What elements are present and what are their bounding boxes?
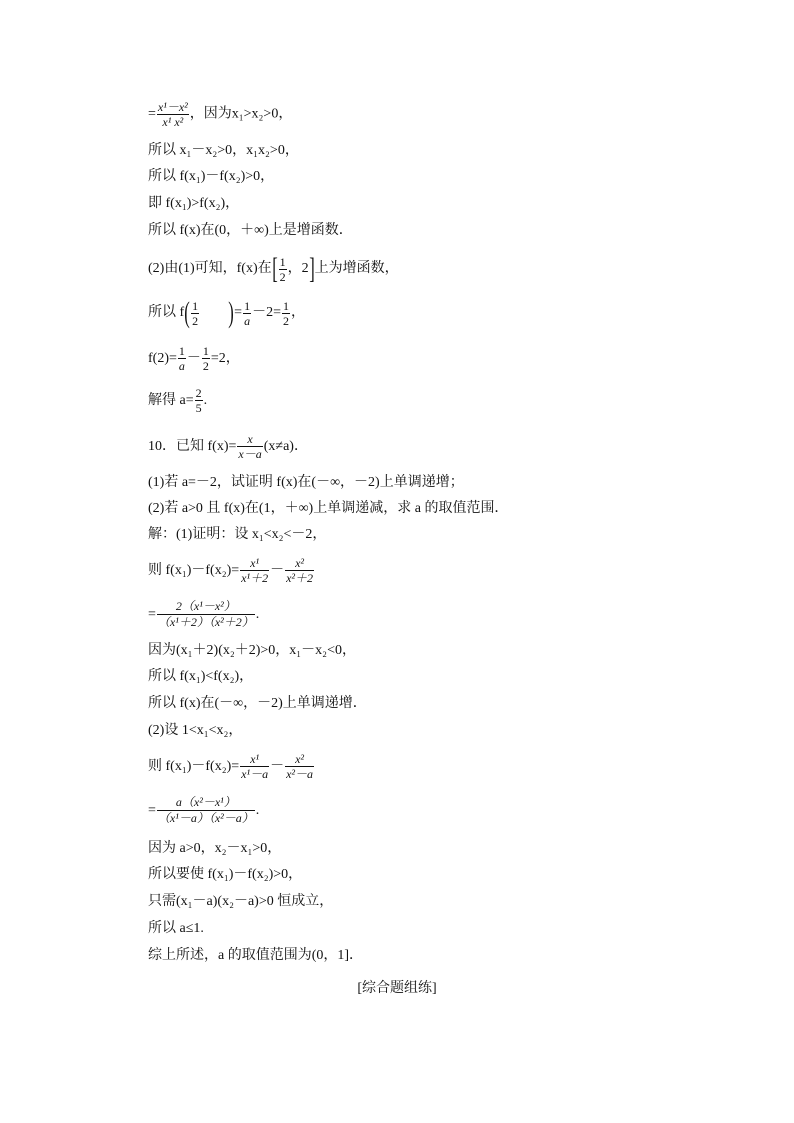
fraction: $\frac{x}{x-a}$ bbox=[238, 432, 262, 462]
left-bracket: [ bbox=[271, 252, 278, 285]
line-5: 所以 f(x)在(0，＋∞)上是增函数． bbox=[148, 223, 353, 238]
line-23: 所以要使 f(x₁)－f(x₂)>0， bbox=[148, 867, 303, 882]
line-4: 即 f(x₁)>f(x₂)， bbox=[148, 196, 240, 211]
line-15: = $\frac{\text{2（x¹－x²）}}{\text{（x¹＋2）（x²＋2）}}$ . bbox=[148, 599, 260, 630]
line-2: 所以 x₁－x₂>0，x₁x₂>0， bbox=[148, 143, 299, 158]
problem-10-title: 10．已知 f(x)= $\frac{x}{x-a}$ (x≠a)． bbox=[148, 432, 308, 462]
fraction: $\frac{1}{2}$ bbox=[282, 298, 289, 328]
line-11: (1)若 a=－2，试证明 f(x)在(－∞，－2)上单调递增； bbox=[148, 475, 464, 490]
line-19: (2)设 1<x₁<x₂， bbox=[148, 723, 243, 738]
line-22: 因为 a>0，x₂－x₁>0， bbox=[148, 841, 282, 856]
fraction: $\frac{2}{5}$ bbox=[195, 386, 202, 416]
line-24: 只需(x₁－a)(x₂－a)>0 恒成立， bbox=[148, 894, 334, 909]
line-9: 解得 a= $\frac{2}{5}$ . bbox=[148, 386, 208, 416]
right-bracket: ] bbox=[308, 252, 315, 285]
line-12: (2)若 a>0 且 f(x)在(1，＋∞)上单调递减，求 a 的取值范围． bbox=[148, 501, 509, 516]
right-paren: ) bbox=[228, 296, 234, 329]
line-25: 所以 a≤1. bbox=[148, 921, 204, 936]
fraction: $\frac{\text{x²}}{\text{x²－a}}$ bbox=[286, 752, 314, 782]
line-1: = $\frac{\text{x¹－x²}}{\text{x¹ x²}}$ ，因为x₁>x₂>0， bbox=[148, 100, 293, 129]
fraction: $\frac{1}{2}$ bbox=[192, 298, 199, 328]
line-18: 所以 f(x)在(－∞，－2)上单调递增． bbox=[148, 696, 367, 711]
fraction: $\frac{\text{a（x²－x¹）}}{\text{（x¹－a）（x²－a）}}$ bbox=[157, 795, 254, 826]
fraction: $\frac{1}{2}$ bbox=[202, 344, 209, 374]
fraction: $\frac{1}{a}$ bbox=[178, 344, 185, 374]
line-16: 因为(x₁＋2)(x₂＋2)>0，x₁－x₂<0， bbox=[148, 643, 356, 658]
line-7: 所以 f( $\frac{1}{2}$ )= $\frac{1}{a}$ －2= $\frac{1}{2}$ ， bbox=[148, 296, 305, 329]
fraction: $\frac{\text{2（x¹－x²）}}{\text{（x¹＋2）（x²＋2）}}$ bbox=[157, 599, 254, 630]
line-14: 则 f(x₁)－f(x₂)= $\frac{\text{x¹}}{\text{x¹＋2}}$ － $\frac{\text{x²}}{\text{x²＋2}}$ bbox=[148, 556, 314, 586]
fraction: $\frac{\text{x¹－x²}}{\text{x¹ x²}}$ bbox=[157, 100, 188, 129]
section-heading: [综合题组练] bbox=[357, 981, 437, 996]
line-6: (2)由(1)可知，f(x)在[ $\frac{1}{2}$ ，2]上为增函数， bbox=[148, 252, 399, 285]
fraction: $\frac{\text{x²}}{\text{x²＋2}}$ bbox=[286, 556, 314, 586]
line-26: 综上所述，a 的取值范围为(0，1]． bbox=[148, 948, 364, 963]
fraction: $\frac{1}{2}$ bbox=[279, 254, 286, 284]
line-17: 所以 f(x₁)<f(x₂)， bbox=[148, 669, 254, 684]
fraction: $\frac{\text{x¹}}{\text{x¹－a}}$ bbox=[241, 752, 269, 782]
left-paren: ( bbox=[184, 296, 190, 329]
fraction: $\frac{\text{x¹}}{\text{x¹＋2}}$ bbox=[241, 556, 269, 586]
line-8: f(2)= $\frac{1}{a}$ － $\frac{1}{2}$ =2， bbox=[148, 344, 240, 374]
line-3: 所以 f(x₁)－f(x₂)>0， bbox=[148, 169, 275, 184]
line-13: 解：(1)证明：设 x₁<x₂<－2， bbox=[148, 527, 327, 542]
line-21: = $\frac{\text{a（x²－x¹）}}{\text{（x¹－a）（x²－a）}}$ . bbox=[148, 795, 260, 826]
line-20: 则 f(x₁)－f(x₂)= $\frac{\text{x¹}}{\text{x¹－a}}$ － $\frac{\text{x²}}{\text{x²－a}}$ bbox=[148, 752, 314, 782]
fraction: $\frac{1}{a}$ bbox=[244, 298, 251, 328]
